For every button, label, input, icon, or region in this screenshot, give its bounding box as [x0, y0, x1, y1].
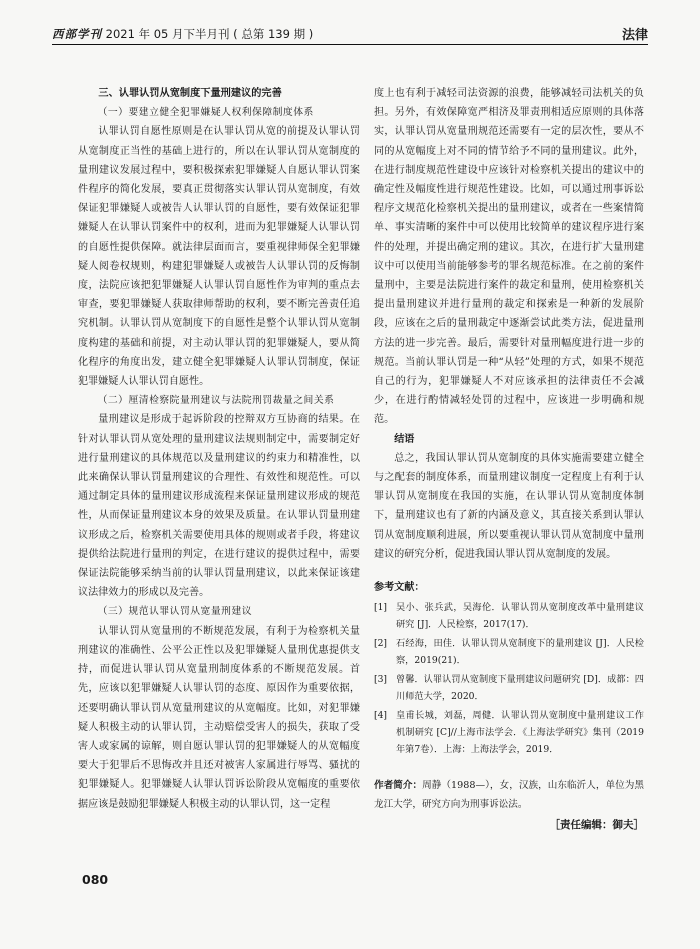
paragraph: 认罪认罚自愿性原则是在认罪认罚从宽的前提及认罪认罚从宽制度正当性的基础上进行的，所以在认罪认罚从宽制度的量刑建议发展过程中，要积极探索犯罪嫌疑人自愿认罪认罚案件程序的简化发展，要真正贯彻落实认罪认罚从宽制度，有效保证犯罪嫌疑人或被告人认罪认罚的自愿性，要有效保证犯罪嫌疑人在认罪认罚案件中的权利，进而为犯罪嫌疑人认罪认罚的自愿性提供保障。就法律层面而言，要重视律师保全犯罪嫌疑人阅卷权规则，构建犯罪嫌疑人或被告人认罪认罚的反悔制度，法院应该把犯罪嫌疑人认罪认罚自愿性作为审判的重点去审查，要犯罪嫌疑人获取律师帮助的权利，要不断完善责任追究机制。认罪认罚从宽制度下的自愿性是整个认罪认罚从宽制度构建的基础和前提，对主动认罪认罚的犯罪嫌疑人，要从简化程序的角度出发，建立健全犯罪嫌疑人认罪认罚制度，保证犯罪嫌疑人认罪认罚自愿性。 — [78, 126, 360, 388]
responsible-editor: ［责任编辑：御夫］ — [549, 819, 644, 832]
journal-name: 西部学刊 — [52, 27, 102, 41]
left-column — [78, 84, 360, 814]
conclusion-title: 结语 — [394, 433, 415, 445]
reference-item — [374, 671, 644, 705]
reference-number: [4] — [374, 710, 388, 722]
reference-item — [374, 707, 644, 758]
author-info — [374, 776, 644, 814]
paragraph: 认罪认罚从宽量刑的不断规范发展，有利于为检察机关量刑建议的准确性、公平公正性以及犯罪嫌疑人量刑优惠提供支持，而促进认罪认罚从宽量刑制度体系的不断规范发展。首先，应该以犯罪嫌疑人认罪认罚的态度、原因作为重要依据，还要明确认罪认罚从宽量刑建议的从宽幅度。比如，对犯罪嫌疑人积极主动的认罪认罚，主动赔偿受害人的损失，获取了受害人或家属的谅解，则自愿认罪认罚的犯罪嫌疑人的从宽幅度要大于犯罪后不思悔改并且还对被害人家属进行辱骂、骚扰的犯罪嫌疑人。犯罪嫌疑人认罪认罚诉讼阶段从宽幅度的重要依据应该是鼓励犯罪嫌疑人积极主动的认罪认罚，这一定程 — [78, 625, 360, 810]
subsection-title-2: （二）厘清检察院量刑建议与法院刑罚裁量之间关系 — [97, 395, 335, 407]
subsection-title-3: （三）规范认罪认罚从宽量刑建议 — [97, 606, 253, 618]
author-label: 作者简介： — [374, 780, 423, 792]
subsection-title-1: （一）要建立健全犯罪嫌疑人权利保障制度体系 — [97, 107, 314, 119]
conclusion-paragraph: 总之，我国认罪认罚从宽制度的具体实施需要建立健全与之配套的制度体系，而量刑建议制度一定程度上有利于认罪认罚从宽制度在我国的实施，在认罪认罚从宽制度体制下，量刑建议也有了新的内涵及意义，其直接关系到认罪认罚从宽制度顺利进展，所以要重视认罪认罚从宽制度中量刑建议的研究分析，促进我国认罪认罚从宽制度的发展。 — [374, 452, 644, 560]
right-column — [374, 84, 644, 835]
reference-item — [374, 635, 644, 669]
header-divider — [52, 44, 648, 45]
reference-text: 皇甫长城，刘磊，周健．认罪认罚从宽制度中量刑建议工作机制研究 [C]//上海市法学会．《上海法学研究》集刊（2019年第7卷）．上海：上海法学会，2019． — [396, 710, 644, 756]
reference-number: [1] — [374, 602, 388, 614]
references-title: 参考文献： — [374, 582, 425, 594]
page-number: 080 — [82, 872, 109, 887]
references-list — [374, 599, 644, 758]
header-left — [52, 26, 313, 42]
section-title: 三、认罪认罚从宽制度下量刑建议的完善 — [98, 88, 282, 99]
section-label: 法律 — [621, 28, 648, 43]
reference-text: 石经海，田佳．认罪认罚从宽制度下的量刑建议 [J]．人民检察，2019(21)． — [396, 638, 644, 667]
reference-number: [2] — [374, 638, 388, 650]
page-header — [52, 22, 648, 44]
reference-number: [3] — [374, 674, 388, 686]
paragraph: 量刑建议是形成于起诉阶段的控辩双方互协商的结果。在针对认罪认罚从宽处理的量刑建议法规则制定中，需要制定好进行量刑建议的具体规范以及量刑建议的约束力和精准性，以此来确保认罪认罚量刑建议的合理性、有效性和规范性。可以通过制定具体的量刑建议形成流程来保证量刑建议形成的规范性，从而保证量刑建议本身的效果及质量。在认罪认罚量刑建议形成之后，检察机关需要使用具体的规则或者手段，将建议提供给法院进行量刑的判定，在进行建议的提供过程中，需要保证法院能够采纳当前的认罪认罚量刑建议，以此来保证该建议法律效力的形成以及完善。 — [78, 414, 360, 599]
reference-text: 吴小、张兵武，吴海伦．认罪认罚从宽制度改革中量刑建议研究 [J]．人民检察，2017(17)． — [396, 602, 644, 631]
reference-text: 曾馨．认罪认罚从宽制度下量刑建议问题研究 [D]．成都：四川师范大学，2020． — [396, 674, 644, 703]
paragraph-continued: 度上也有利于减轻司法资源的浪费，能够减轻司法机关的负担。另外，有效保障宽严相济及罪责刑相适应原则的具体落实，认罪认罚从宽量刑规范还需要有一定的层次性，要从不同的从宽幅度上对不同的情节给予不同的量刑建议。此外，在进行制度规范性建设中应该针对检察机关提出的建议中的确定性及幅度性进行规范性建设。比如，可以通过刑事诉讼程序文规范化检察机关提出的量刑建议，或者在一些案情简单、事实清晰的案件中可以使用比较简单的建议程序进行案件的处理，并提出确定刑的建议。其次，在进行扩大量刑建议中可以使用当前能够参考的罪名规范标准。在之前的案件量刑中，主要是法院进行案件的裁定和量刑，使用检察机关提出量刑建议并进行量刑的裁定和探索是一种新的发展阶段，应该在之后的量刑裁定中逐渐尝试此类方法，促进量刑方法的进一步完善。最后，需要针对量刑幅度进行进一步的规范。当前认罪认罚是一种“从轻”处理的方式，如果不规范自己的行为，犯罪嫌疑人不对应该承担的法律责任不会减少，在进行酌情减轻处罚的过程中，应该进一步明确和规范。 — [374, 88, 644, 426]
issue-info: 2021 年 05 月下半月刊 ( 总第 139 期 ) — [105, 27, 314, 41]
author-text: 周静（1988—），女，汉族，山东临沂人，单位为黑龙江大学，研究方向为刑事诉讼法。 — [374, 780, 644, 811]
reference-item — [374, 599, 644, 633]
